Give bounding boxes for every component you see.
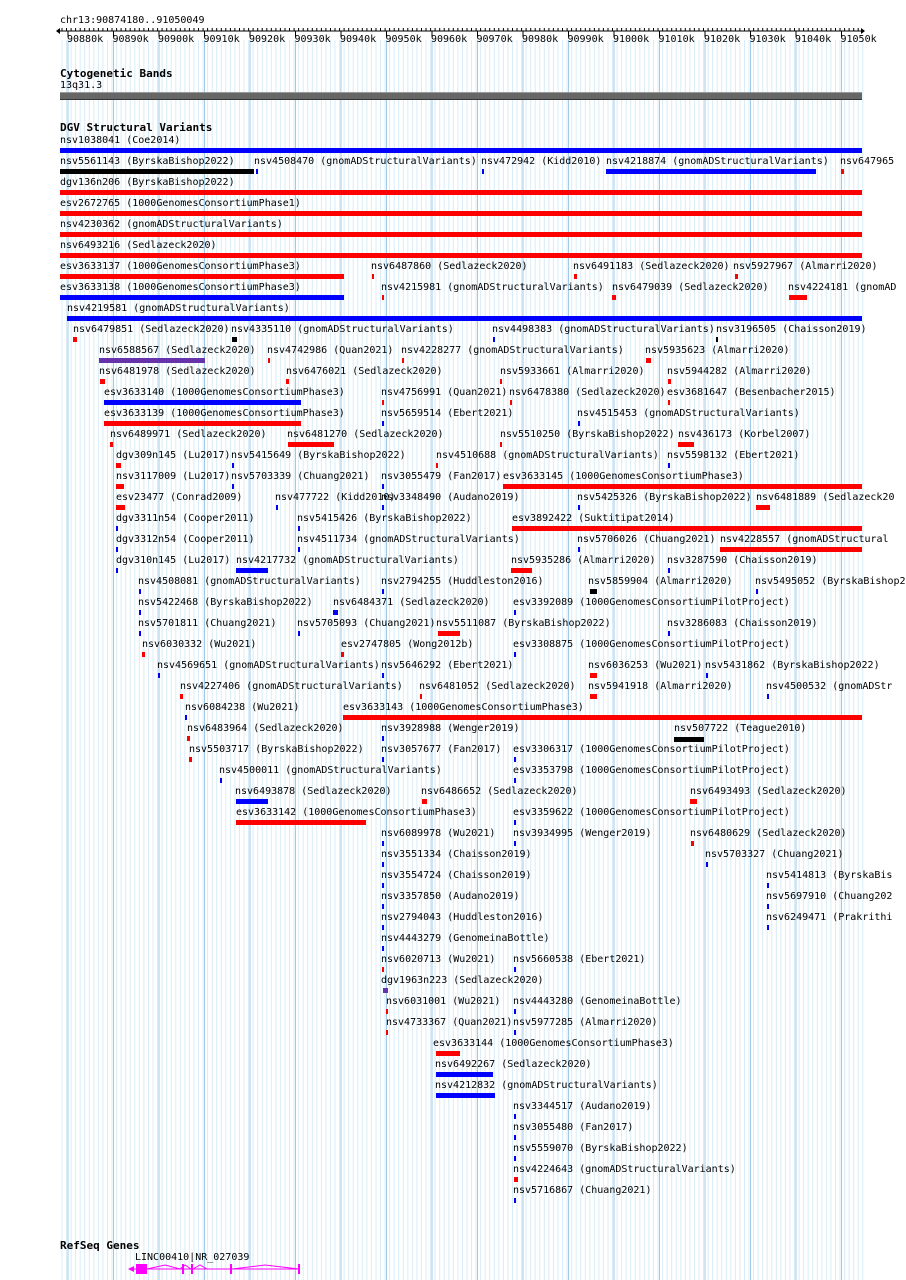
- sv-feature-bar[interactable]: [382, 673, 384, 678]
- sv-feature-bar[interactable]: [500, 379, 502, 384]
- sv-feature-label[interactable]: nsv6249471 (Prakrithi: [766, 912, 893, 923]
- sv-feature-bar[interactable]: [668, 463, 670, 468]
- sv-feature-bar[interactable]: [514, 1156, 516, 1161]
- sv-feature-bar[interactable]: [268, 358, 270, 363]
- sv-feature-label[interactable]: esv23477 (Conrad2009): [116, 492, 243, 503]
- sv-feature-bar[interactable]: [706, 673, 708, 678]
- sv-feature-bar[interactable]: [514, 1009, 516, 1014]
- sv-feature-bar[interactable]: [104, 421, 301, 426]
- sv-feature-label[interactable]: nsv6493493 (Sedlazeck2020): [690, 786, 847, 797]
- sv-feature-bar[interactable]: [100, 379, 105, 384]
- sv-feature-bar[interactable]: [60, 169, 254, 174]
- sv-feature-bar[interactable]: [158, 673, 160, 678]
- sv-feature-bar[interactable]: [574, 274, 577, 279]
- sv-feature-label[interactable]: nsv5598132 (Ebert2021): [667, 450, 800, 461]
- ruler-tick-label: 91000k: [613, 34, 650, 45]
- sv-feature-bar[interactable]: [116, 526, 118, 531]
- sv-feature-label[interactable]: nsv5927967 (Almarri2020): [733, 261, 878, 272]
- sv-feature-label[interactable]: nsv3554724 (Chaisson2019): [381, 870, 532, 881]
- sv-feature-label[interactable]: nsv6476021 (Sedlazeck2020): [286, 366, 443, 377]
- sv-feature-bar[interactable]: [789, 295, 807, 300]
- sv-feature-label[interactable]: esv3633139 (1000GenomesConsortiumPhase3): [104, 408, 345, 419]
- sv-feature-bar[interactable]: [436, 1051, 460, 1056]
- sv-feature-bar[interactable]: [482, 169, 484, 174]
- sv-feature-bar[interactable]: [514, 1198, 516, 1203]
- sv-feature-bar[interactable]: [116, 547, 118, 552]
- sv-feature-label[interactable]: nsv4215981 (gnomADStructuralVariants): [381, 282, 604, 293]
- sv-feature-label[interactable]: nsv5659514 (Ebert2021): [381, 408, 514, 419]
- sv-feature-bar[interactable]: [382, 736, 384, 741]
- sv-feature-label[interactable]: nsv5414813 (ByrskaBis: [766, 870, 893, 881]
- ruler-tick-label: 90940k: [340, 34, 377, 45]
- sv-feature-label[interactable]: nsv472942 (Kidd2010): [481, 156, 602, 167]
- sv-feature-label[interactable]: nsv4227406 (gnomADStructuralVariants): [180, 681, 403, 692]
- sv-feature-bar[interactable]: [382, 841, 384, 846]
- sv-feature-bar[interactable]: [767, 904, 769, 909]
- sv-feature-label[interactable]: esv3306317 (1000GenomesConsortiumPilotProject): [513, 744, 790, 755]
- sv-feature-label[interactable]: nsv5431862 (ByrskaBishop2022): [705, 660, 880, 671]
- sv-feature-label[interactable]: nsv6493878 (Sedlazeck2020): [235, 786, 392, 797]
- sv-feature-label[interactable]: nsv3196505 (Chaisson2019): [716, 324, 867, 335]
- ruler-tick-label: 91030k: [749, 34, 786, 45]
- sv-feature-bar[interactable]: [756, 505, 770, 510]
- sv-feature-label[interactable]: nsv5703339 (Chuang2021): [231, 471, 370, 482]
- sv-feature-bar[interactable]: [578, 547, 580, 552]
- ruler-region-label: chr13:90874180..91050049: [60, 15, 205, 26]
- sv-feature-label[interactable]: nsv4335110 (gnomADStructuralVariants): [231, 324, 454, 335]
- sv-feature-bar[interactable]: [286, 379, 289, 384]
- sv-feature-bar[interactable]: [116, 463, 121, 468]
- sv-feature-bar[interactable]: [716, 337, 718, 342]
- sv-feature-bar[interactable]: [514, 1030, 516, 1035]
- sv-feature-label[interactable]: nsv3551334 (Chaisson2019): [381, 849, 532, 860]
- sv-feature-label[interactable]: nsv3287590 (Chaisson2019): [667, 555, 818, 566]
- sv-feature-label[interactable]: nsv3344517 (Audano2019): [513, 1101, 652, 1112]
- sv-feature-label[interactable]: nsv5935623 (Almarri2020): [645, 345, 790, 356]
- sv-feature-bar[interactable]: [402, 358, 404, 363]
- sv-feature-label[interactable]: dgv309n145 (Lu2017): [116, 450, 231, 461]
- sv-feature-bar[interactable]: [668, 568, 670, 573]
- sv-feature-label[interactable]: nsv436173 (Korbel2007): [678, 429, 811, 440]
- sv-feature-label[interactable]: esv3633144 (1000GenomesConsortiumPhase3): [433, 1038, 674, 1049]
- sv-feature-bar[interactable]: [382, 421, 384, 426]
- sv-feature-label[interactable]: nsv6480629 (Sedlazeck2020): [690, 828, 847, 839]
- sv-feature-label[interactable]: esv3392089 (1000GenomesConsortiumPilotProject): [513, 597, 790, 608]
- ruler-tick-label: 91020k: [704, 34, 741, 45]
- sv-feature-bar[interactable]: [386, 1030, 388, 1035]
- sv-feature-bar[interactable]: [116, 484, 124, 489]
- sv-feature-label[interactable]: nsv3357850 (Audano2019): [381, 891, 520, 902]
- sv-feature-label[interactable]: nsv5503717 (ByrskaBishop2022): [189, 744, 364, 755]
- sv-feature-bar[interactable]: [436, 1093, 495, 1098]
- sv-feature-bar[interactable]: [690, 799, 697, 804]
- sv-feature-label[interactable]: nsv5933661 (Almarri2020): [500, 366, 645, 377]
- sv-feature-label[interactable]: nsv6084238 (Wu2021): [185, 702, 300, 713]
- sv-feature-bar[interactable]: [382, 946, 384, 951]
- sv-feature-bar[interactable]: [60, 190, 862, 195]
- sv-feature-label[interactable]: nsv4498383 (gnomADStructuralVariants): [492, 324, 715, 335]
- sv-feature-label[interactable]: nsv4219581 (gnomADStructuralVariants): [67, 303, 290, 314]
- sv-feature-bar[interactable]: [232, 463, 234, 468]
- sv-feature-label[interactable]: nsv5510250 (ByrskaBishop2022): [500, 429, 675, 440]
- sv-feature-bar[interactable]: [276, 505, 278, 510]
- sv-feature-bar[interactable]: [612, 295, 616, 300]
- sv-feature-bar[interactable]: [493, 337, 495, 342]
- sv-feature-label[interactable]: nsv4217732 (gnomADStructuralVariants): [236, 555, 459, 566]
- sv-feature-bar[interactable]: [668, 400, 670, 405]
- sv-feature-label[interactable]: esv2747805 (Wong2012b): [341, 639, 474, 650]
- ruler-tick-label: 90970k: [476, 34, 513, 45]
- sv-feature-label[interactable]: nsv6489971 (Sedlazeck2020): [110, 429, 267, 440]
- sv-feature-bar[interactable]: [706, 862, 708, 867]
- sv-feature-label[interactable]: nsv3928988 (Wenger2019): [381, 723, 520, 734]
- sv-feature-label[interactable]: nsv1038041 (Coe2014): [60, 135, 181, 146]
- sv-feature-label[interactable]: nsv6478380 (Sedlazeck2020): [509, 387, 666, 398]
- ruler-tick-label: 90990k: [567, 34, 604, 45]
- sv-feature-bar[interactable]: [99, 358, 205, 363]
- sv-feature-bar[interactable]: [60, 295, 344, 300]
- sv-feature-bar[interactable]: [436, 1072, 493, 1077]
- sv-feature-bar[interactable]: [841, 169, 844, 174]
- sv-feature-label[interactable]: esv2672765 (1000GenomesConsortiumPhase1): [60, 198, 301, 209]
- sv-feature-label[interactable]: nsv6492267 (Sedlazeck2020): [435, 1059, 592, 1070]
- sv-feature-label[interactable]: nsv477722 (Kidd2010): [275, 492, 396, 503]
- sv-feature-label[interactable]: esv3633140 (1000GenomesConsortiumPhase3): [104, 387, 345, 398]
- sv-feature-bar[interactable]: [512, 526, 862, 531]
- sv-feature-bar[interactable]: [578, 421, 580, 426]
- refseq-track-title: RefSeq Genes: [60, 1239, 140, 1252]
- ruler-tick-label: 90900k: [158, 34, 195, 45]
- sv-feature-label[interactable]: nsv6030332 (Wu2021): [142, 639, 257, 650]
- sv-feature-label[interactable]: nsv4218874 (gnomADStructuralVariants): [606, 156, 829, 167]
- sv-feature-label[interactable]: nsv4756991 (Quan2021): [381, 387, 508, 398]
- sv-feature-label[interactable]: nsv5646292 (Ebert2021): [381, 660, 514, 671]
- sv-feature-label[interactable]: dgv3311n54 (Cooper2011): [116, 513, 255, 524]
- sv-feature-label[interactable]: nsv6020713 (Wu2021): [381, 954, 496, 965]
- sv-feature-bar[interactable]: [382, 400, 384, 405]
- sv-feature-bar[interactable]: [60, 253, 862, 258]
- sv-feature-bar[interactable]: [668, 379, 671, 384]
- sv-feature-bar[interactable]: [674, 737, 704, 742]
- sv-feature-label[interactable]: nsv4443280 (GenomeinaBottle): [513, 996, 682, 1007]
- sv-feature-bar[interactable]: [420, 694, 422, 699]
- ruler-tick-label: 90920k: [249, 34, 286, 45]
- sv-feature-bar[interactable]: [139, 631, 141, 636]
- sv-feature-label[interactable]: nsv3117009 (Lu2017): [116, 471, 231, 482]
- sv-feature-label[interactable]: nsv4569651 (gnomADStructuralVariants): [157, 660, 380, 671]
- sv-feature-label[interactable]: nsv6479039 (Sedlazeck2020): [612, 282, 769, 293]
- ruler-tick-label: 90950k: [385, 34, 422, 45]
- sv-feature-label[interactable]: nsv4224181 (gnomAD: [788, 282, 897, 293]
- sv-feature-label[interactable]: nsv4230362 (gnomADStructuralVariants): [60, 219, 283, 230]
- sv-feature-bar[interactable]: [668, 631, 670, 636]
- sv-feature-label[interactable]: nsv6031001 (Wu2021): [386, 996, 501, 1007]
- sv-feature-bar[interactable]: [590, 694, 597, 699]
- sv-feature-bar[interactable]: [386, 1009, 388, 1014]
- sv-feature-label[interactable]: nsv3348490 (Audano2019): [381, 492, 520, 503]
- sv-feature-bar[interactable]: [590, 589, 597, 594]
- sv-feature-bar[interactable]: [189, 757, 192, 762]
- sv-feature-label[interactable]: nsv5701811 (Chuang2021): [138, 618, 277, 629]
- sv-feature-label[interactable]: nsv5422468 (ByrskaBishop2022): [138, 597, 313, 608]
- sv-feature-label[interactable]: nsv5706026 (Chuang2021): [577, 534, 716, 545]
- sv-feature-label[interactable]: nsv4511734 (gnomADStructuralVariants): [297, 534, 520, 545]
- sv-feature-bar[interactable]: [180, 694, 183, 699]
- sv-feature-bar[interactable]: [767, 883, 769, 888]
- sv-feature-label[interactable]: nsv6491183 (Sedlazeck2020): [573, 261, 730, 272]
- sv-feature-label[interactable]: nsv5660538 (Ebert2021): [513, 954, 646, 965]
- sv-feature-label[interactable]: nsv5559070 (ByrskaBishop2022): [513, 1143, 688, 1154]
- sv-feature-bar[interactable]: [590, 673, 597, 678]
- sv-feature-label[interactable]: nsv4228277 (gnomADStructuralVariants): [401, 345, 624, 356]
- sv-feature-bar[interactable]: [382, 757, 384, 762]
- sv-feature-label[interactable]: esv3353798 (1000GenomesConsortiumPilotProject): [513, 765, 790, 776]
- sv-feature-label[interactable]: nsv4733367 (Quan2021): [386, 1017, 513, 1028]
- sv-feature-bar[interactable]: [514, 841, 516, 846]
- ruler-tick-label: 90960k: [431, 34, 468, 45]
- ruler-tick-label: 91050k: [840, 34, 877, 45]
- sv-feature-label[interactable]: esv3308875 (1000GenomesConsortiumPilotProject): [513, 639, 790, 650]
- sv-feature-label[interactable]: nsv5415649 (ByrskaBishop2022): [231, 450, 406, 461]
- sv-feature-bar[interactable]: [606, 169, 816, 174]
- ruler-tick-label: 90980k: [522, 34, 559, 45]
- sv-feature-label[interactable]: nsv5977285 (Almarri2020): [513, 1017, 658, 1028]
- sv-feature-label[interactable]: nsv4224643 (gnomADStructuralVariants): [513, 1164, 736, 1175]
- sv-feature-label[interactable]: nsv647965: [840, 156, 895, 167]
- sv-feature-bar[interactable]: [514, 757, 516, 762]
- sv-feature-bar[interactable]: [185, 715, 187, 720]
- sv-feature-bar[interactable]: [116, 505, 125, 510]
- sv-feature-bar[interactable]: [232, 484, 234, 489]
- sv-feature-label[interactable]: nsv3055480 (Fan2017): [513, 1122, 634, 1133]
- sv-feature-label[interactable]: nsv2794255 (Huddleston2016): [381, 576, 544, 587]
- sv-feature-label[interactable]: nsv5561143 (ByrskaBishop2022): [60, 156, 235, 167]
- sv-feature-bar[interactable]: [514, 1135, 516, 1140]
- sv-feature-label[interactable]: nsv6486652 (Sedlazeck2020): [421, 786, 578, 797]
- sv-feature-label[interactable]: nsv5944282 (Almarri2020): [667, 366, 812, 377]
- sv-feature-label[interactable]: nsv5425326 (ByrskaBishop2022): [577, 492, 752, 503]
- sv-feature-label[interactable]: nsv4228557 (gnomADStructural: [720, 534, 889, 545]
- sv-feature-bar[interactable]: [232, 337, 237, 342]
- sv-feature-bar[interactable]: [735, 274, 738, 279]
- sv-feature-label[interactable]: nsv6484371 (Sedlazeck2020): [333, 597, 490, 608]
- cytoband-bar[interactable]: [60, 92, 862, 100]
- sv-feature-label[interactable]: nsv5697910 (Chuang202: [766, 891, 893, 902]
- sv-feature-label[interactable]: nsv4212832 (gnomADStructuralVariants): [435, 1080, 658, 1091]
- sv-feature-label[interactable]: esv3633138 (1000GenomesConsortiumPhase3): [60, 282, 301, 293]
- sv-feature-label[interactable]: nsv2794043 (Huddleston2016): [381, 912, 544, 923]
- sv-feature-label[interactable]: esv3633145 (1000GenomesConsortiumPhase3): [503, 471, 744, 482]
- sv-feature-bar[interactable]: [298, 526, 300, 531]
- sv-feature-label[interactable]: nsv3934995 (Wenger2019): [513, 828, 652, 839]
- sv-feature-bar[interactable]: [514, 1114, 516, 1119]
- ruler-tick-label: 90910k: [203, 34, 240, 45]
- sv-feature-bar[interactable]: [510, 400, 512, 405]
- sv-feature-bar[interactable]: [514, 778, 516, 783]
- sv-feature-bar[interactable]: [382, 295, 384, 300]
- sv-feature-label[interactable]: esv3681647 (Besenbacher2015): [667, 387, 836, 398]
- sv-feature-label[interactable]: nsv6481270 (Sedlazeck2020): [287, 429, 444, 440]
- sv-feature-bar[interactable]: [298, 547, 300, 552]
- sv-feature-label[interactable]: nsv4515453 (gnomADStructuralVariants): [577, 408, 800, 419]
- sv-feature-label[interactable]: dgv3312n54 (Cooper2011): [116, 534, 255, 545]
- sv-feature-bar[interactable]: [60, 274, 344, 279]
- sv-feature-label[interactable]: nsv4742986 (Quan2021): [267, 345, 394, 356]
- sv-feature-bar[interactable]: [60, 211, 862, 216]
- sv-feature-bar[interactable]: [236, 820, 366, 825]
- sv-feature-bar[interactable]: [220, 778, 222, 783]
- sv-feature-bar[interactable]: [343, 715, 862, 720]
- sv-feature-bar[interactable]: [67, 316, 862, 321]
- sv-feature-label[interactable]: esv3359622 (1000GenomesConsortiumPilotProject): [513, 807, 790, 818]
- sv-feature-bar[interactable]: [514, 820, 516, 825]
- sv-feature-label[interactable]: nsv6493216 (Sedlazeck2020): [60, 240, 217, 251]
- sv-feature-label[interactable]: nsv4508081 (gnomADStructuralVariants): [138, 576, 361, 587]
- sv-feature-label[interactable]: nsv4500011 (gnomADStructuralVariants): [219, 765, 442, 776]
- sv-feature-label[interactable]: esv3633142 (1000GenomesConsortiumPhase3): [236, 807, 477, 818]
- sv-feature-bar[interactable]: [298, 631, 300, 636]
- sv-feature-label[interactable]: nsv4508470 (gnomADStructuralVariants): [254, 156, 477, 167]
- sv-feature-label[interactable]: nsv6481889 (Sedlazeck20: [756, 492, 895, 503]
- sv-feature-label[interactable]: esv3633143 (1000GenomesConsortiumPhase3): [343, 702, 584, 713]
- sv-feature-bar[interactable]: [756, 589, 758, 594]
- sv-feature-label[interactable]: nsv5511087 (ByrskaBishop2022): [436, 618, 611, 629]
- sv-feature-label[interactable]: dgv1963n223 (Sedlazeck2020): [381, 975, 544, 986]
- sv-feature-label[interactable]: nsv4510688 (gnomADStructuralVariants): [436, 450, 659, 461]
- sv-feature-label[interactable]: nsv5705093 (Chuang2021): [297, 618, 436, 629]
- sv-feature-label[interactable]: esv3633137 (1000GenomesConsortiumPhase3): [60, 261, 301, 272]
- sv-feature-bar[interactable]: [104, 400, 301, 405]
- sv-feature-bar[interactable]: [187, 736, 190, 741]
- sv-feature-bar[interactable]: [514, 610, 516, 615]
- sv-feature-label[interactable]: nsv3055479 (Fan2017): [381, 471, 502, 482]
- sv-feature-bar[interactable]: [116, 568, 118, 573]
- sv-feature-bar[interactable]: [288, 442, 334, 447]
- sv-feature-bar[interactable]: [382, 967, 384, 972]
- sv-feature-bar[interactable]: [110, 442, 113, 447]
- sv-feature-bar[interactable]: [60, 148, 862, 153]
- sv-feature-bar[interactable]: [236, 568, 268, 573]
- sv-feature-bar[interactable]: [382, 862, 384, 867]
- sv-feature-bar[interactable]: [691, 841, 694, 846]
- sv-feature-label[interactable]: nsv3286083 (Chaisson2019): [667, 618, 818, 629]
- sv-feature-label[interactable]: nsv6481978 (Sedlazeck2020): [99, 366, 256, 377]
- sv-feature-bar[interactable]: [372, 274, 374, 279]
- sv-feature-label[interactable]: nsv6588567 (Sedlazeck2020): [99, 345, 256, 356]
- sv-feature-label[interactable]: nsv3057677 (Fan2017): [381, 744, 502, 755]
- sv-feature-bar[interactable]: [767, 694, 769, 699]
- sv-feature-label[interactable]: nsv5703327 (Chuang2021): [705, 849, 844, 860]
- sv-feature-bar[interactable]: [500, 442, 502, 447]
- cytoband-label: 13q31.3: [60, 80, 103, 91]
- sv-feature-label[interactable]: nsv507722 (Teague2010): [674, 723, 807, 734]
- sv-feature-label[interactable]: nsv6481052 (Sedlazeck2020): [419, 681, 576, 692]
- sv-feature-bar[interactable]: [382, 904, 384, 909]
- sv-feature-bar[interactable]: [383, 988, 388, 993]
- sv-feature-label[interactable]: nsv6036253 (Wu2021): [588, 660, 703, 671]
- sv-feature-bar[interactable]: [382, 925, 384, 930]
- sv-feature-bar[interactable]: [73, 337, 77, 342]
- sv-feature-label[interactable]: dgv136n206 (ByrskaBishop2022): [60, 177, 235, 188]
- sv-feature-label[interactable]: nsv5941918 (Almarri2020): [588, 681, 733, 692]
- sv-feature-label[interactable]: nsv5859904 (Almarri2020): [588, 576, 733, 587]
- ruler-tick-label: 90890k: [112, 34, 149, 45]
- ruler-tick-label: 91010k: [658, 34, 695, 45]
- dgv-track-title: DGV Structural Variants: [60, 121, 213, 134]
- sv-feature-bar[interactable]: [514, 967, 516, 972]
- sv-feature-bar[interactable]: [382, 883, 384, 888]
- sv-feature-bar[interactable]: [767, 925, 769, 930]
- sv-feature-label[interactable]: esv3892422 (Suktitipat2014): [512, 513, 675, 524]
- sv-feature-label[interactable]: nsv6483964 (Sedlazeck2020): [187, 723, 344, 734]
- sv-feature-bar[interactable]: [236, 799, 268, 804]
- sv-feature-label[interactable]: nsv5495052 (ByrskaBishop2: [755, 576, 906, 587]
- sv-feature-bar[interactable]: [60, 232, 862, 237]
- sv-feature-bar[interactable]: [382, 484, 384, 489]
- sv-feature-bar[interactable]: [503, 484, 862, 489]
- refseq-gene-label: LINC00410|NR_027039: [135, 1252, 250, 1263]
- sv-feature-label[interactable]: nsv5935286 (Almarri2020): [511, 555, 656, 566]
- sv-feature-bar[interactable]: [678, 442, 694, 447]
- sv-feature-bar[interactable]: [422, 799, 427, 804]
- cytogenetic-bands-title: Cytogenetic Bands: [60, 67, 173, 80]
- sv-feature-label[interactable]: nsv4443279 (GenomeinaBottle): [381, 933, 550, 944]
- ruler-tick-label: 90930k: [294, 34, 331, 45]
- sv-feature-label[interactable]: nsv6479851 (Sedlazeck2020): [73, 324, 230, 335]
- sv-feature-bar[interactable]: [256, 169, 258, 174]
- sv-feature-label[interactable]: nsv5716867 (Chuang2021): [513, 1185, 652, 1196]
- sv-feature-bar[interactable]: [720, 547, 862, 552]
- sv-feature-bar[interactable]: [436, 463, 438, 468]
- ruler-tick-label: 90880k: [67, 34, 104, 45]
- refseq-gene-model[interactable]: [125, 1262, 305, 1276]
- sv-feature-bar[interactable]: [139, 589, 141, 594]
- sv-feature-bar[interactable]: [578, 505, 580, 510]
- sv-feature-bar[interactable]: [382, 505, 384, 510]
- sv-feature-bar[interactable]: [438, 631, 460, 636]
- sv-feature-bar[interactable]: [139, 610, 141, 615]
- sv-feature-bar[interactable]: [514, 652, 516, 657]
- sv-feature-label[interactable]: nsv4500532 (gnomADStr: [766, 681, 893, 692]
- sv-feature-bar[interactable]: [382, 589, 384, 594]
- sv-feature-label[interactable]: nsv5415426 (ByrskaBishop2022): [297, 513, 472, 524]
- sv-feature-bar[interactable]: [511, 568, 532, 573]
- sv-feature-label[interactable]: nsv6487860 (Sedlazeck2020): [371, 261, 528, 272]
- ruler-tick-label: 91040k: [795, 34, 832, 45]
- sv-feature-label[interactable]: dgv310n145 (Lu2017): [116, 555, 231, 566]
- sv-feature-label[interactable]: nsv6089978 (Wu2021): [381, 828, 496, 839]
- sv-feature-bar[interactable]: [333, 610, 338, 615]
- sv-feature-bar[interactable]: [514, 1177, 518, 1182]
- sv-feature-bar[interactable]: [142, 652, 145, 657]
- sv-feature-bar[interactable]: [341, 652, 344, 657]
- sv-feature-bar[interactable]: [646, 358, 651, 363]
